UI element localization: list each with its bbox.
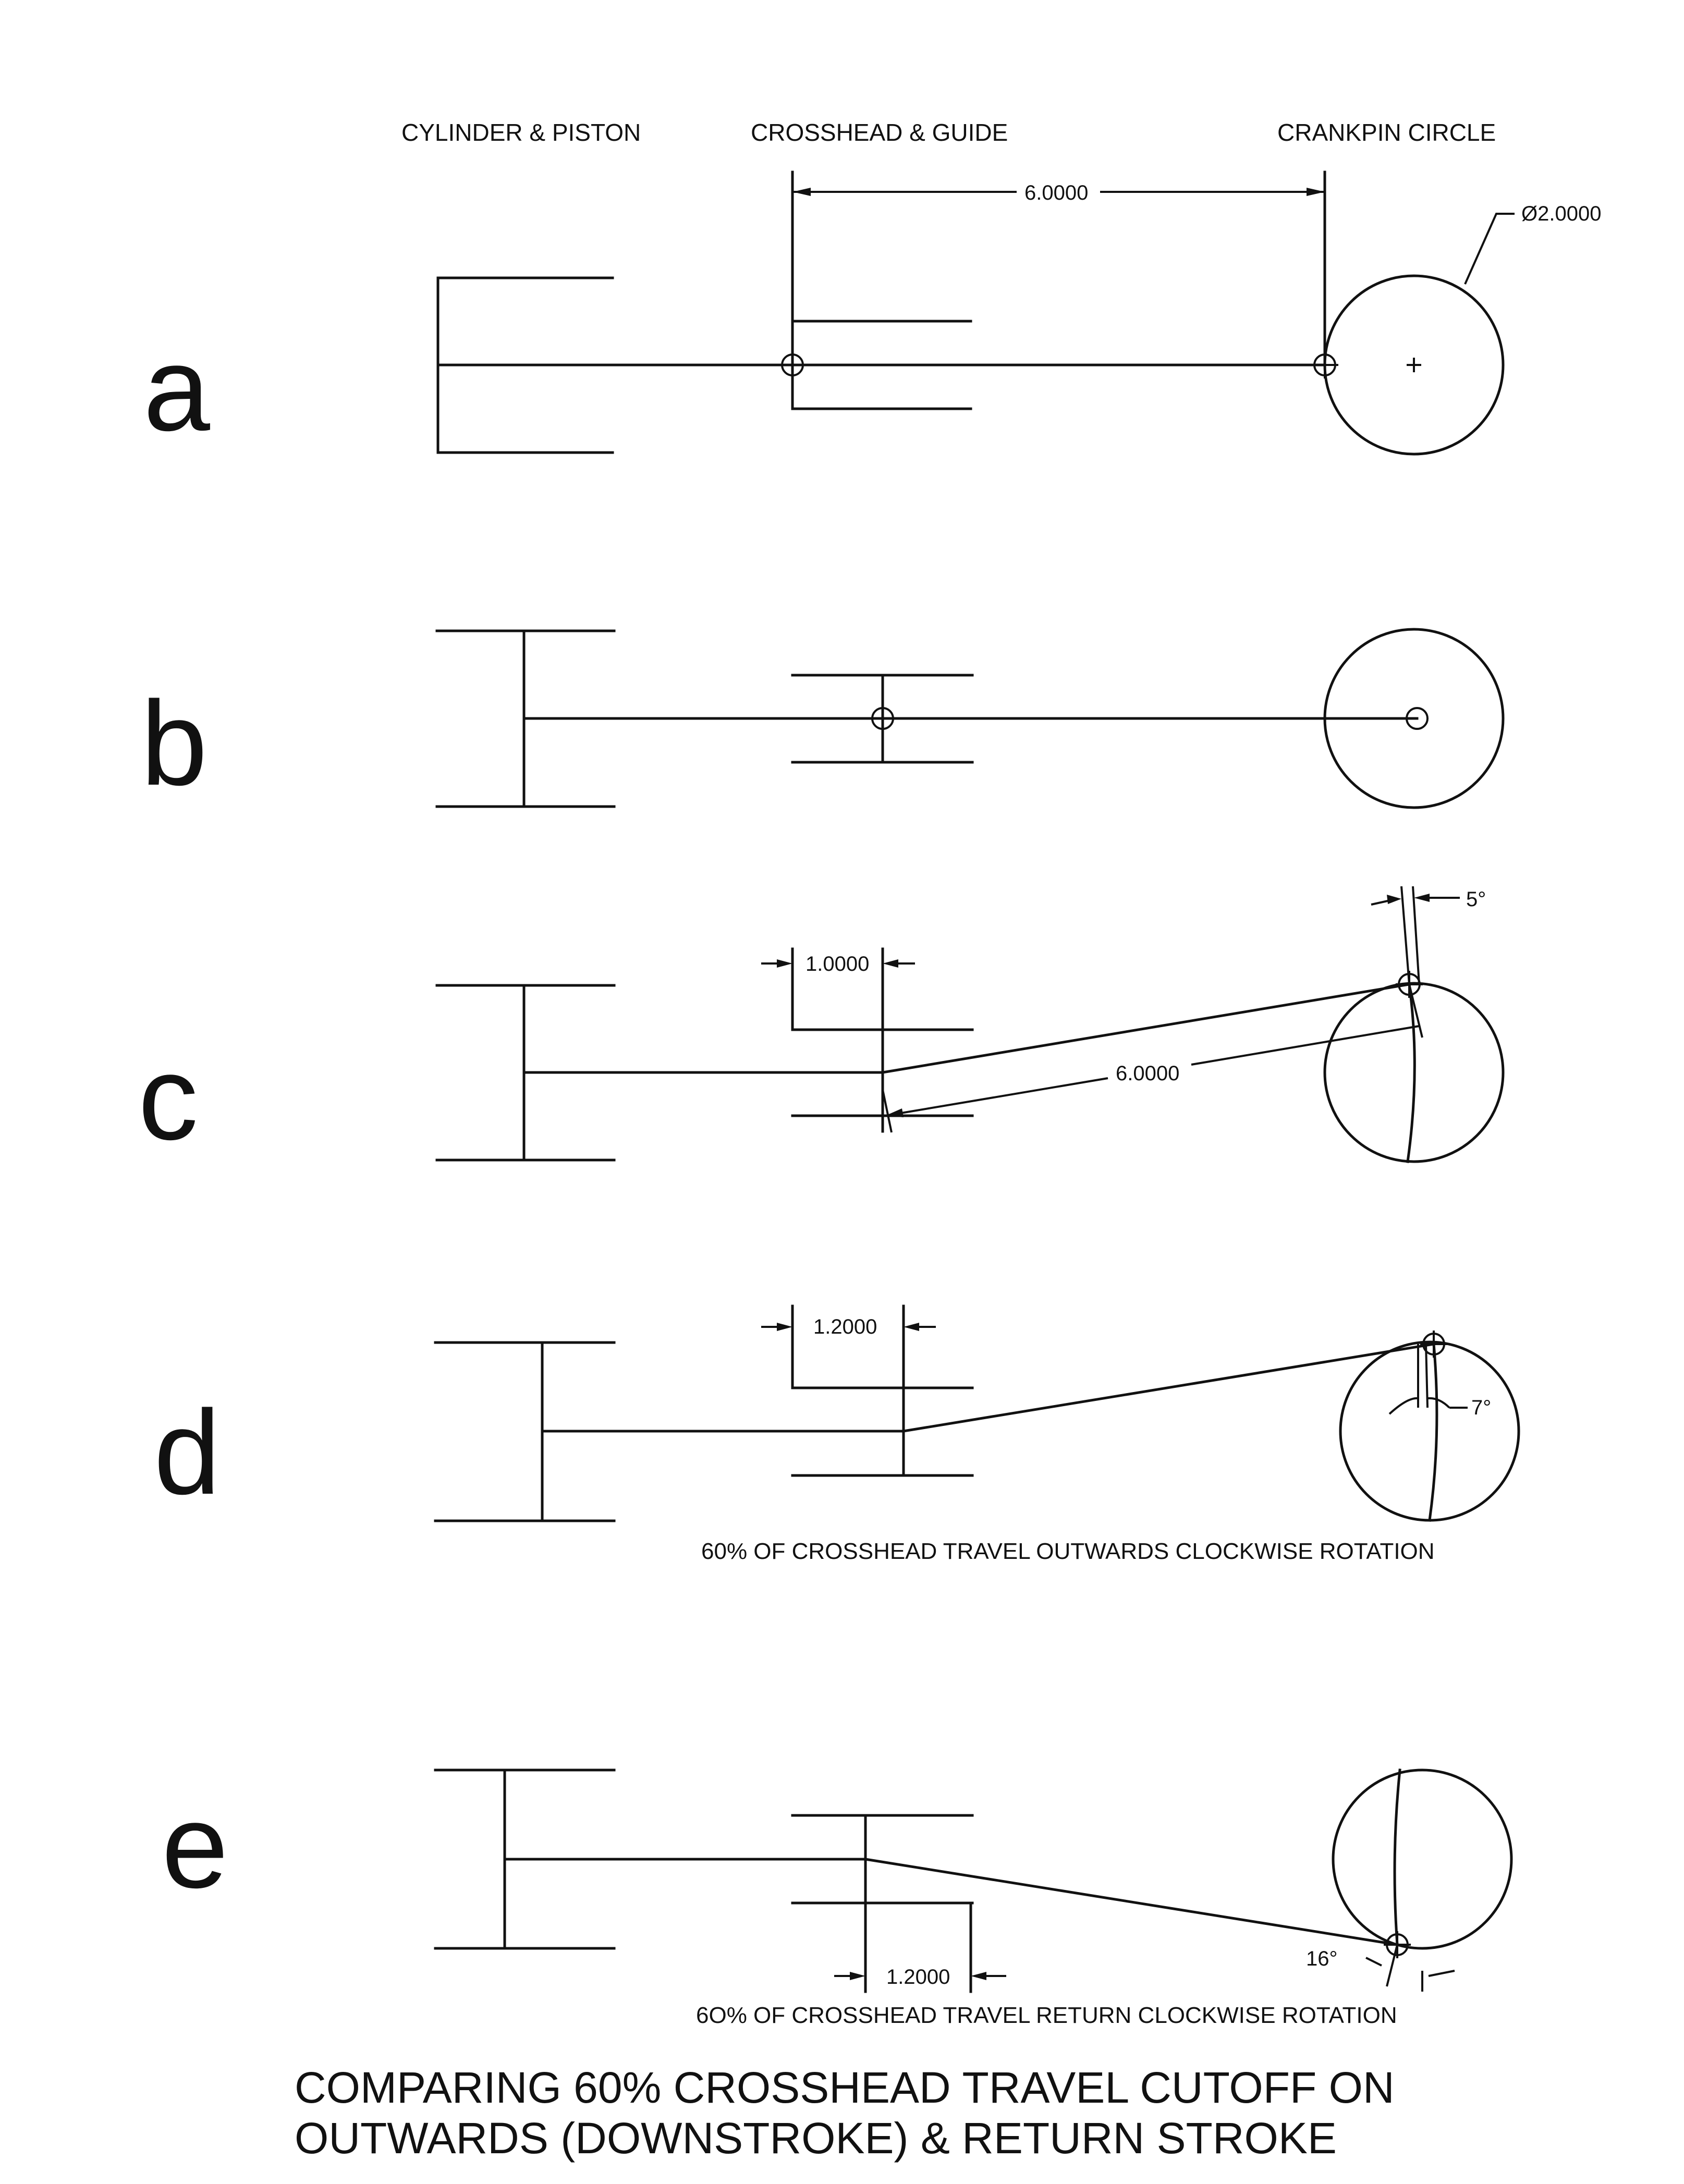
dim-e-angle: 16° — [1306, 1947, 1338, 1970]
crank-circle-d — [1340, 1342, 1519, 1520]
dim-c-offset: 1.0000 — [806, 953, 870, 975]
dim-c-angle: 5° — [1466, 888, 1486, 911]
header-crosshead-guide: CROSSHEAD & GUIDE — [751, 119, 1008, 146]
row-letter-e: e — [162, 1779, 228, 1913]
diagram-title-line2: OUTWARDS (DOWNSTROKE) & RETURN STROKE — [295, 2114, 1337, 2163]
row-b-mechanism — [437, 629, 1503, 808]
header-crankpin-circle: CRANKPIN CIRCLE — [1277, 119, 1496, 146]
header-cylinder-piston: CYLINDER & PISTON — [401, 119, 641, 146]
dim-a-length: 6.0000 — [1024, 181, 1089, 204]
note-d-outwards: 60% OF CROSSHEAD TRAVEL OUTWARDS CLOCKWISE ROTATION — [701, 1539, 1435, 1564]
row-letter-b: b — [141, 676, 208, 810]
dim-a-diameter: Ø2.0000 — [1521, 202, 1602, 225]
crank-circle-e — [1333, 1770, 1511, 1948]
row-letter-c: c — [138, 1031, 198, 1165]
dim-c-length: 6.0000 — [1116, 1062, 1180, 1085]
diagram-title-line1: COMPARING 60% CROSSHEAD TRAVEL CUTOFF ON — [295, 2063, 1395, 2112]
dim-d-offset: 1.2000 — [813, 1315, 877, 1338]
note-e-return: 6O% OF CROSSHEAD TRAVEL RETURN CLOCKWISE ROTATION — [696, 2003, 1397, 2028]
row-d-mechanism — [435, 1306, 1519, 1521]
row-letter-d: d — [154, 1385, 221, 1519]
row-c-mechanism — [437, 886, 1503, 1162]
row-letter-a: a — [143, 322, 210, 456]
row-a-mechanism — [438, 172, 1515, 454]
dim-d-angle: 7° — [1471, 1396, 1492, 1419]
row-e-mechanism — [435, 1770, 1511, 1992]
dim-e-offset: 1.2000 — [886, 1966, 950, 1988]
